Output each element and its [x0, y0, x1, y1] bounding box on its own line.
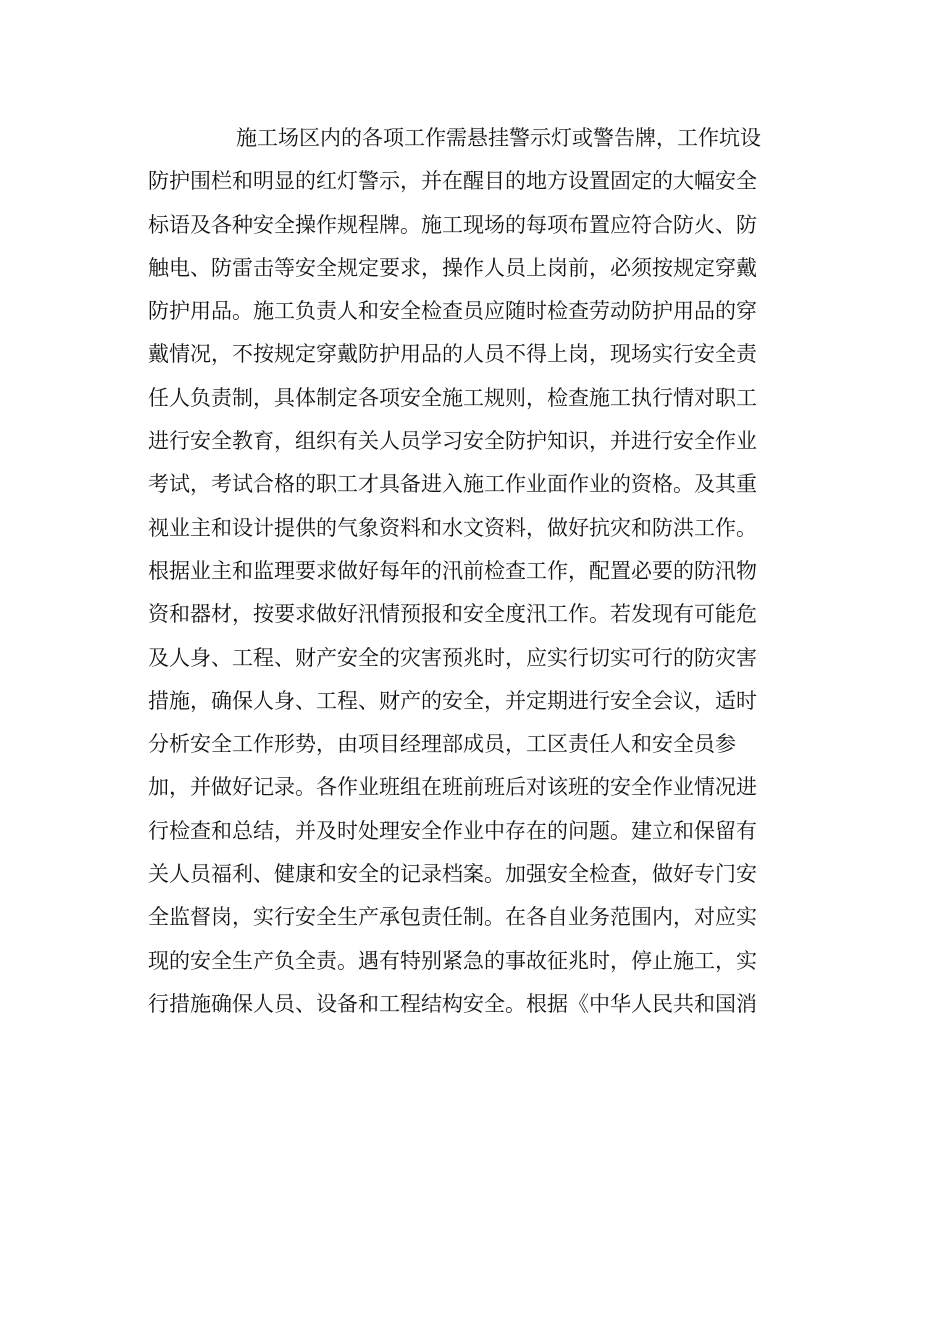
text-line: 视业主和设计提供的气象资料和水文资料，做好抗灾和防洪工作。 [148, 515, 757, 540]
text-line: 标语及各种安全操作规程牌。施工现场的每项布置应符合防火、防 [148, 212, 757, 237]
text-line: 措施，确保人身、工程、财产的安全，并定期进行安全会议，适时 [148, 688, 757, 713]
text-line: 触电、防雷击等安全规定要求，操作人员上岗前，必须按规定穿戴 [148, 255, 757, 280]
text-line: 行措施确保人员、设备和工程结构安全。根据《中华人民共和国消 [148, 991, 757, 1016]
text-line: 资和器材，按要求做好汛情预报和安全度汛工作。若发现有可能危 [148, 602, 757, 627]
body-paragraph [148, 117, 808, 1026]
text-line: 任人负责制，具体制定各项安全施工规则，检查施工执行情对职工 [148, 385, 757, 410]
text-line: 加，并做好记录。各作业班组在班前班后对该班的安全作业情况进 [148, 775, 757, 800]
text-line: 戴情况，不按规定穿戴防护用品的人员不得上岗，现场实行安全责 [148, 342, 757, 367]
text-line: 及人身、工程、财产安全的灾害预兆时，应实行切实可行的防灾害 [148, 645, 757, 670]
text-line: 关人员福利、健康和安全的记录档案。加强安全检查，做好专门安 [148, 862, 757, 887]
text-line: 考试，考试合格的职工才具备进入施工作业面作业的资格。及其重 [148, 472, 757, 497]
text-line: 防护围栏和明显的红灯警示，并在醒目的地方设置固定的大幅安全 [148, 169, 757, 194]
text-line: 行检查和总结，并及时处理安全作业中存在的问题。建立和保留有 [148, 818, 757, 843]
text-line: 防护用品。施工负责人和安全检查员应随时检查劳动防护用品的穿 [148, 299, 757, 324]
text-line: 进行安全教育，组织有关人员学习安全防护知识，并进行安全作业 [148, 429, 757, 454]
text-line: 根据业主和监理要求做好每年的汛前检查工作，配置必要的防汛物 [148, 558, 757, 583]
text-line: 全监督岗，实行安全生产承包责任制。在各自业务范围内，对应实 [148, 905, 757, 930]
text-line: 现的安全生产负全责。遇有特别紧急的事故征兆时，停止施工，实 [148, 948, 757, 973]
text-line: 施工场区内的各项工作需悬挂警示灯或警告牌，工作坑设 [236, 126, 761, 150]
text-line: 分析安全工作形势，由项目经理部成员，工区责任人和安全员参 [148, 732, 736, 757]
